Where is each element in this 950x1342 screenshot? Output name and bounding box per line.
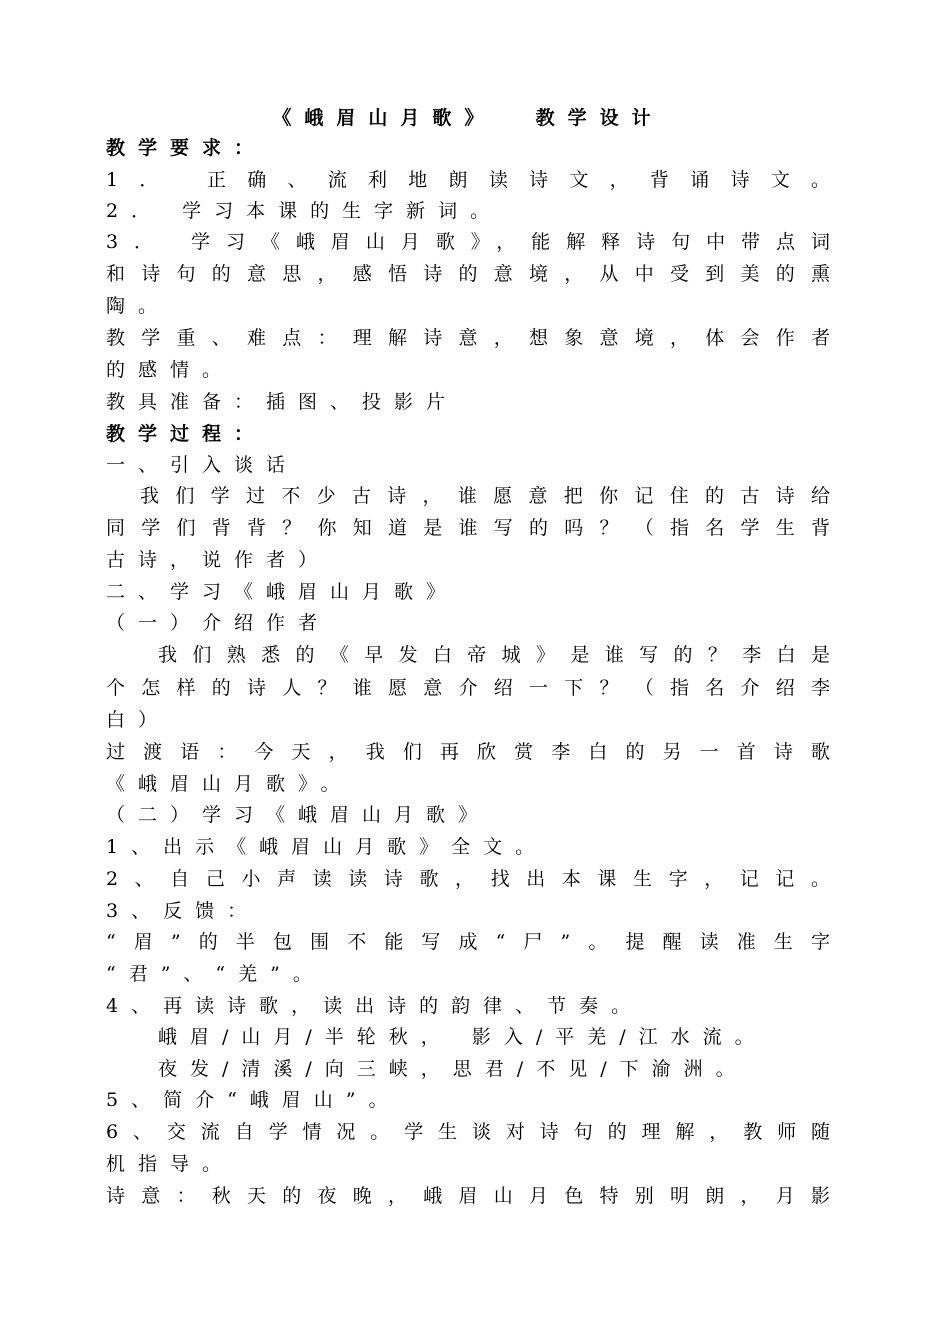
poem-line-1: 峨眉/山月/半轮秋， 影入/平羌/江水流。	[158, 1026, 767, 1048]
list-item: 2、自己小声读读诗歌，找出本课生字，记记。	[106, 868, 830, 890]
key-points-line: 教学重、难点：理解诗意，想象意境，体会作者	[106, 327, 830, 349]
list-item: 4、再读诗歌，读出诗的韵律、节奏。	[106, 995, 644, 1017]
requirement-item-3-cont: 和诗句的意思，感悟诗的意境，从中受到美的熏	[106, 263, 830, 285]
paragraph-line: 机指导。	[106, 1153, 235, 1175]
paragraph-line: 我们学过不少古诗，谁愿意把你记住的古诗给	[140, 485, 830, 507]
paragraph-line: 个怎样的诗人？谁愿意介绍一下？（指名介绍李	[106, 677, 830, 699]
section-heading-process: 教学过程：	[106, 423, 267, 445]
list-item: 1、出示《峨眉山月歌》全文。	[106, 836, 548, 858]
list-item: 6、交流自学情况。学生谈对诗句的理解，教师随	[106, 1121, 830, 1143]
list-item: 5、简介“峨眉山”。	[106, 1089, 401, 1111]
step-heading-1: 一、引入谈话	[106, 454, 299, 476]
paragraph-line: 古诗，说作者）	[106, 549, 331, 571]
sub-heading-1: （一）介绍作者	[106, 612, 331, 634]
paragraph-line: “眉”的半包围不能写成“尸”。提醒读准生字	[106, 931, 830, 953]
key-points-line-end: 的感情。	[106, 359, 235, 381]
list-item: 3、反馈：	[106, 900, 260, 922]
sub-heading-2: （二）学习《峨眉山月歌》	[106, 804, 491, 826]
document-title: 《峨眉山月歌》 教学设计	[272, 107, 664, 129]
paragraph-line: 我们熟悉的《早发白帝城》是谁写的？李白是	[158, 644, 830, 666]
paragraph-line: “君”、“羌”。	[106, 963, 325, 985]
requirement-item-3: 3． 学习《峨眉山月歌》，能解释诗句中带点词	[106, 231, 830, 253]
paragraph-line: 白）	[106, 709, 171, 731]
requirement-item-1: 1． 正确、流利地朗读诗文，背诵诗文。	[106, 169, 830, 191]
step-heading-2: 二、学习《峨眉山月歌》	[106, 581, 459, 603]
poem-line-2: 夜发/清溪/向三峡，思君/不见/下渝洲。	[158, 1058, 748, 1080]
paragraph-line: 诗意：秋天的夜晚，峨眉山月色特别明朗，月影	[106, 1185, 830, 1207]
teaching-aids-line: 教具准备：插图、投影片	[106, 391, 459, 413]
transition-line-end: 《峨眉山月歌》。	[106, 773, 353, 795]
paragraph-line: 同学们背背？你知道是谁写的吗？（指名学生背	[106, 517, 830, 539]
section-heading-requirements: 教学要求：	[106, 137, 267, 159]
transition-line: 过渡语：今天，我们再欣赏李白的另一首诗歌	[106, 741, 830, 763]
requirement-item-3-end: 陶。	[106, 295, 171, 317]
requirement-item-2: 2． 学习本课的生字新词。	[106, 200, 503, 222]
